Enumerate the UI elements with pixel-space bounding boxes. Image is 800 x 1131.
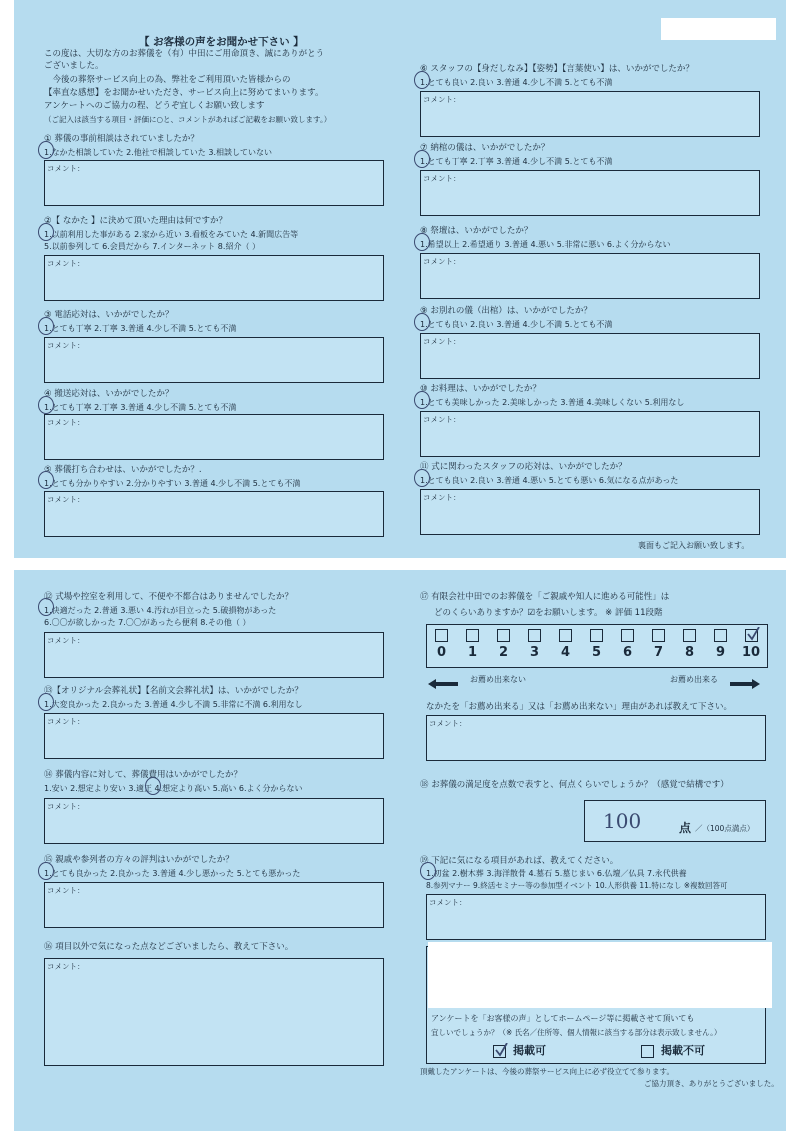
question-14: ⑭ 葬儀内容に対して、葬儀費用はいかがでしたか？ [44, 770, 243, 780]
options-7: 1.とても丁寧 2.丁寧 3.普通 4.少し不満 5.とても不満 [420, 157, 613, 166]
footer-thanks-2: ご協力頂き、ありがとうございました。 [644, 1079, 779, 1088]
not-recommend-label: お薦め出来ない [470, 675, 526, 684]
score-unit: 点 [679, 821, 692, 835]
comment-box-4[interactable]: コメント： [44, 414, 384, 460]
scale-number: 5 [592, 645, 602, 660]
scale-number: 9 [716, 645, 726, 660]
intro-note: （ご記入は該当する項目・評価に○と、コメントがあればご記載をお願い致します。） [44, 115, 332, 124]
scale-checkbox-0[interactable] [435, 629, 448, 642]
check-mark-icon [746, 627, 760, 641]
scale-checkbox-4[interactable] [559, 629, 572, 642]
options-14: 1.安い 2.想定より安い 3.適正 4.想定より高い 5.高い 6.よく分からない [44, 784, 303, 793]
intro-line: 今後の葬祭サービス向上の為、弊社をご利用頂いた皆様からの [44, 75, 291, 85]
scale-checkbox-8[interactable] [683, 629, 696, 642]
comment-box-15[interactable]: コメント： [44, 882, 384, 928]
question-10: ⑩ お料理は、いかがでしたか？ [420, 384, 541, 394]
publish-no-label: 掲載不可 [661, 1044, 705, 1057]
footer-thanks: 頂戴したアンケートは、今後の葬祭サービス向上に必ず役立てて参ります。 [420, 1067, 674, 1076]
check-mark-icon [494, 1043, 508, 1057]
scale-number: 0 [437, 645, 447, 660]
arrow-right-icon [730, 674, 760, 693]
question-15: ⑮ 親戚や参列者の方々の評判はいかがでしたか？ [44, 855, 234, 865]
comment-box-13[interactable]: コメント： [44, 713, 384, 759]
options-2: 1.以前利用した事がある 2.家から近い 3.看板をみていた 4.新聞広告等 [44, 230, 299, 239]
scale-number: 1 [468, 645, 478, 660]
answer-circle [420, 862, 436, 880]
question-5: ⑤ 葬儀打ち合わせは、いかがでしたか？. [44, 465, 202, 475]
recommend-scale [426, 624, 768, 668]
question-18: ⑱ お葬儀の満足度を点数で表すと、何点くらいでしょうか？（感覚で結構です） [420, 780, 729, 790]
answer-circle [38, 693, 54, 711]
options-19b: 8.参列マナー 9.終活セミナー等の参加型イベント 10.人形供養 11.特になし ※複数回答可 [426, 881, 728, 890]
answer-circle [38, 396, 54, 414]
page-title: 【 お客様の声をお聞かせ下さい 】 [139, 36, 304, 48]
scale-number: 6 [623, 645, 633, 660]
scale-checkbox-5[interactable] [590, 629, 603, 642]
question-11: ⑪ 式に関わったスタッフの応対は、いかがでしたか？ [420, 462, 627, 472]
options-9: 1.とても良い 2.良い 3.普通 4.少し不満 5.とても不満 [420, 320, 613, 329]
options-10: 1.とても美味しかった 2.美味しかった 3.普通 4.美味しくない 5.利用なし [420, 398, 685, 407]
comment-box-12[interactable]: コメント： [44, 632, 384, 678]
options-5: 1.とても分かりやすい 2.分かりやすい 3.普通 4.少し不満 5.とても不満 [44, 479, 301, 488]
comment-box-7[interactable]: コメント： [420, 170, 760, 216]
answer-circle [414, 150, 430, 168]
answer-circle [38, 223, 54, 241]
question-19: ⑲ 下記に気になる項目があれば、教えてください。 [420, 856, 619, 866]
publish-question: アンケートを「お客様の声」としてホームページ等に掲載させて頂いても [431, 1014, 695, 1023]
reason-comment-box[interactable]: コメント： [426, 715, 766, 761]
intro-line: この度は、大切な方のお葬儀を（有）中田にご用命頂き、誠にありがとう [44, 49, 325, 59]
intro-line: アンケートへのご協力の程、どうぞ宜しくお願い致します [44, 101, 265, 111]
comment-box-1[interactable]: コメント： [44, 160, 384, 206]
publish-yes-label: 掲載可 [513, 1044, 546, 1057]
comment-box-16[interactable]: コメント： [44, 958, 384, 1066]
publish-no-checkbox[interactable] [641, 1045, 654, 1058]
options-19: 1.初盆 2.樹木葬 3.海洋散骨 4.墓石 5.墓じまい 6.仏壇／仏具 7.永代供養 [426, 869, 687, 878]
answer-circle [38, 598, 54, 616]
redaction-block [428, 942, 772, 1008]
question-16: ⑯ 項目以外で気になった点などございましたら、教えて下さい。 [44, 942, 294, 952]
answer-circle [414, 313, 430, 331]
scale-checkbox-2[interactable] [497, 629, 510, 642]
question-12: ⑫ 式場や控室を利用して、不便や不都合はありませんでしたか？ [44, 592, 294, 602]
intro-line: 【率直な感想】をお聞かせいただき、サービス向上に努めてまいります。 [44, 88, 324, 98]
scale-checkbox-1[interactable] [466, 629, 479, 642]
survey-page-front [14, 0, 786, 558]
question-7: ⑦ 納棺の儀は、いかがでしたか？ [420, 143, 550, 153]
intro-line: ございました。 [44, 61, 104, 71]
publish-note: 宜しいでしょうか？（※ 氏名／住所等、個人情報に該当する部分は表示致しません。） [431, 1028, 722, 1037]
scale-checkbox-7[interactable] [652, 629, 665, 642]
options-6: 1.とても良い 2.良い 3.普通 4.少し不満 5.とても不満 [420, 78, 613, 87]
scale-checkbox-9[interactable] [714, 629, 727, 642]
options-11: 1.とても良い 2.良い 3.普通 4.悪い 5.とても悪い 6.気になる点があった [420, 476, 679, 485]
footer-note: 裏面もご記入お願い致します。 [638, 541, 750, 550]
arrow-left-icon [428, 674, 458, 693]
answer-circle [38, 317, 54, 335]
options-8: 1.希望以上 2.希望通り 3.普通 4.悪い 5.非常に悪い 6.よく分からない [420, 240, 671, 249]
survey-page-back [14, 570, 786, 1131]
comment-box-6[interactable]: コメント： [420, 91, 760, 137]
publish-yes-checkbox[interactable] [493, 1045, 506, 1058]
question-8: ⑧ 祭壇は、いかがでしたか？ [420, 226, 533, 236]
question-13: ⑬【オリジナル会葬礼状】【名前文会葬礼状】は、いかがでしたか？ [44, 686, 303, 696]
comment-box-11[interactable]: コメント： [420, 489, 760, 535]
answer-circle [414, 71, 430, 89]
options-1: 1.なかた相談していた 2.他社で相談していた 3.相談していない [44, 148, 272, 157]
scale-checkbox-10[interactable] [745, 629, 758, 642]
options-12b: 6.〇〇が欲しかった 7.〇〇があったら便利 8.その他（ ） [44, 618, 251, 627]
comment-box-8[interactable]: コメント： [420, 253, 760, 299]
scale-number: 7 [654, 645, 664, 660]
comment-box-14[interactable]: コメント： [44, 798, 384, 844]
question-3: ③ 電話応対は、いかがでしたか？ [44, 310, 174, 320]
answer-circle [414, 469, 430, 487]
redaction-block [661, 18, 776, 40]
options-12: 1.快適だった 2.普通 3.悪い 4.汚れが目立った 5.破損物があった [44, 606, 277, 615]
answer-circle [414, 391, 430, 409]
options-15: 1.とても良かった 2.良かった 3.普通 4.少し悪かった 5.とても悪かった [44, 869, 301, 878]
options-4: 1.とても丁寧 2.丁寧 3.普通 4.少し不満 5.とても不満 [44, 403, 237, 412]
scale-number: 10 [742, 645, 761, 660]
options-2b: 5.以前参列して 6.会員だから 7.インターネット 8.紹介（ ） [44, 242, 260, 251]
question-2: ②【 なかた 】に決めて頂いた理由は何ですか？ [44, 216, 228, 226]
answer-circle [38, 471, 54, 489]
answer-circle [38, 862, 54, 880]
scale-number: 8 [685, 645, 695, 660]
question-17: ⑰ 有限会社中田でのお葬儀を「ご親戚や知人に進める可能性」は [420, 592, 670, 602]
comment-box-9[interactable]: コメント： [420, 333, 760, 379]
scale-checkbox-3[interactable] [528, 629, 541, 642]
comment-box-5[interactable]: コメント： [44, 491, 384, 537]
score-scale: ／（100点満点） [695, 824, 755, 833]
scale-number: 2 [499, 645, 509, 660]
question-4: ④ 搬送応対は、いかがでしたか？ [44, 389, 174, 399]
comment-box-3[interactable]: コメント： [44, 337, 384, 383]
question-1: ① 葬儀の事前相談はされていましたか？ [44, 134, 199, 144]
recommend-label: お薦め出来る [670, 675, 718, 684]
question-9: ⑨ お別れの儀（出棺）は、いかがでしたか？ [420, 306, 592, 316]
comment-box-10[interactable]: コメント： [420, 411, 760, 457]
answer-circle [38, 141, 54, 159]
scale-number: 4 [561, 645, 571, 660]
scale-checkbox-6[interactable] [621, 629, 634, 642]
options-13: 1.大変良かった 2.良かった 3.普通 4.少し不満 5.非常に不満 6.利用なし [44, 700, 303, 709]
comment-box-19[interactable]: コメント： [426, 894, 766, 940]
answer-circle [414, 233, 430, 251]
score-value: 100 [603, 809, 642, 833]
question-6: ⑥ スタッフの【身だしなみ】【姿勢】【言葉使い】は、いかがでしたか？ [420, 64, 694, 74]
scale-number: 3 [530, 645, 540, 660]
score-box[interactable] [584, 800, 766, 842]
comment-box-2[interactable]: コメント： [44, 255, 384, 301]
options-3: 1.とても丁寧 2.丁寧 3.普通 4.少し不満 5.とても不満 [44, 324, 237, 333]
reason-question: なかたを「お薦め出来る」又は「お薦め出来ない」理由があれば教えて下さい。 [426, 702, 733, 712]
answer-circle [145, 777, 161, 795]
question-17-sub: どのくらいありますか？☑をお願いします。 ※ 評価 11段階 [434, 608, 663, 618]
